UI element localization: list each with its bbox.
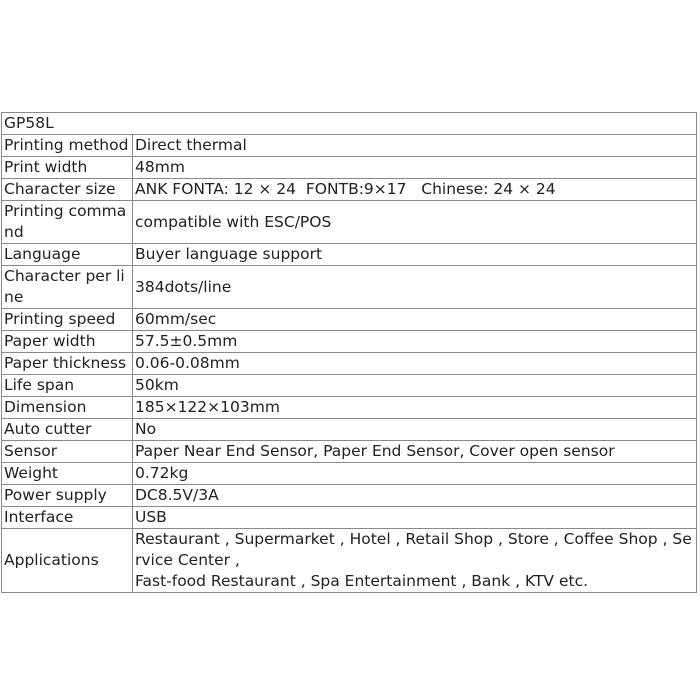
spec-label: Print width <box>2 157 133 179</box>
table-row <box>2 331 697 353</box>
spec-label: Paper width <box>2 331 133 353</box>
table-row <box>2 485 697 507</box>
table-row <box>2 463 697 485</box>
spec-value: DC8.5V/3A <box>133 485 697 507</box>
spec-label: Language <box>2 244 133 266</box>
spec-value: 185×122×103mm <box>133 397 697 419</box>
table-row <box>2 201 697 244</box>
table-title-row <box>2 113 697 135</box>
spec-label: Sensor <box>2 441 133 463</box>
table-row <box>2 244 697 266</box>
spec-label: Life span <box>2 375 133 397</box>
spec-label: Character size <box>2 179 133 201</box>
spec-label: Printing method <box>2 135 133 157</box>
spec-value: ANK FONTA: 12 × 24 FONTB:9×17 Chinese: 24 × 24 <box>133 179 697 201</box>
spec-value: 50km <box>133 375 697 397</box>
spec-label: Paper thickness <box>2 353 133 375</box>
spec-label: Power supply <box>2 485 133 507</box>
spec-label: Interface <box>2 507 133 529</box>
table-row <box>2 309 697 331</box>
spec-value: Direct thermal <box>133 135 697 157</box>
spec-value: 60mm/sec <box>133 309 697 331</box>
spec-label: Dimension <box>2 397 133 419</box>
table-row <box>2 353 697 375</box>
spec-table <box>1 112 697 593</box>
spec-label: Character per line <box>2 266 133 309</box>
spec-value: No <box>133 419 697 441</box>
spec-value: 48mm <box>133 157 697 179</box>
spec-value: Paper Near End Sensor, Paper End Sensor, Cover open sensor <box>133 441 697 463</box>
spec-value: 0.06-0.08mm <box>133 353 697 375</box>
spec-value: 0.72kg <box>133 463 697 485</box>
spec-label: Weight <box>2 463 133 485</box>
spec-label: Printing command <box>2 201 133 244</box>
spec-value: compatible with ESC/POS <box>133 201 697 244</box>
table-row <box>2 135 697 157</box>
table-row <box>2 419 697 441</box>
spec-label: Applications <box>2 529 133 593</box>
model-title: GP58L <box>2 113 697 135</box>
spec-label: Auto cutter <box>2 419 133 441</box>
table-row <box>2 157 697 179</box>
table-row <box>2 375 697 397</box>
table-row <box>2 529 697 593</box>
spec-value: USB <box>133 507 697 529</box>
table-row <box>2 266 697 309</box>
table-row <box>2 441 697 463</box>
spec-label: Printing speed <box>2 309 133 331</box>
spec-value: Buyer language support <box>133 244 697 266</box>
spec-value: 384dots/line <box>133 266 697 309</box>
spec-value: 57.5±0.5mm <box>133 331 697 353</box>
table-row <box>2 179 697 201</box>
spec-value: Restaurant , Supermarket , Hotel , Retail Shop , Store , Coffee Shop , Service Center , Fast-food Restaurant , Spa Entertainment , Bank , KTV etc. <box>133 529 697 593</box>
table-row <box>2 397 697 419</box>
spec-table-body <box>2 113 697 593</box>
table-row <box>2 507 697 529</box>
